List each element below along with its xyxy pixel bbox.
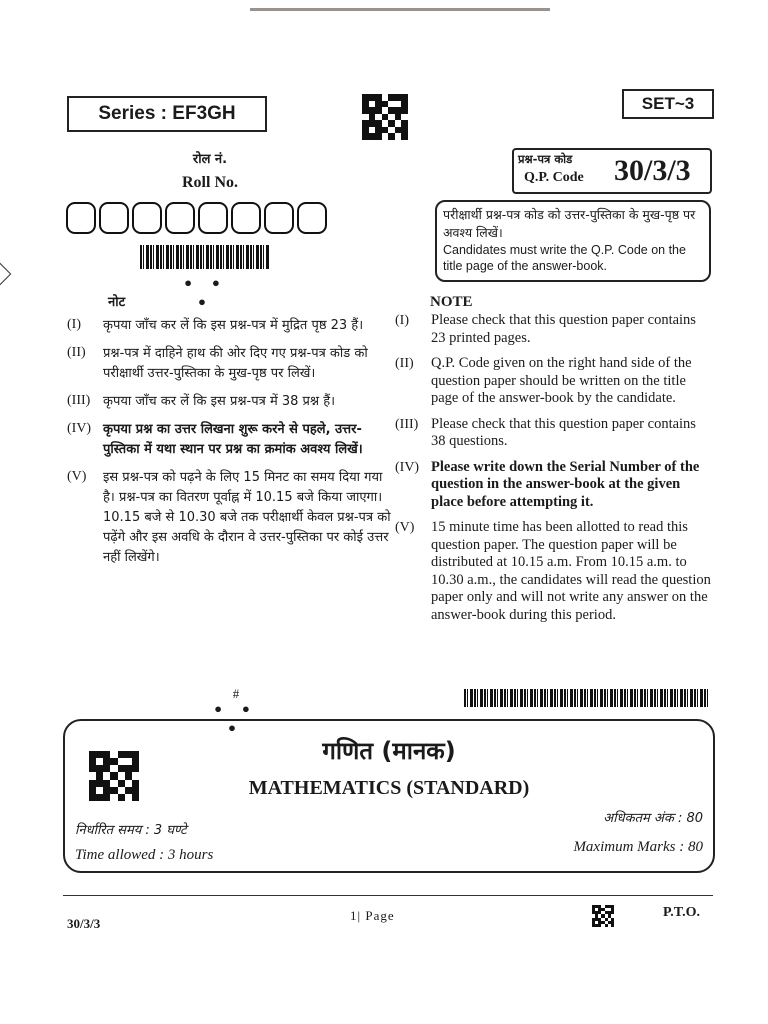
roll-number-box	[264, 202, 294, 234]
subject-title-en: MATHEMATICS (STANDARD)	[248, 777, 530, 799]
roll-label-hi: रोल नं.	[192, 152, 228, 167]
roll-number-boxes	[66, 202, 344, 238]
roll-number-box	[198, 202, 228, 234]
hindi-note-number: (IV)	[67, 421, 92, 436]
english-note-text: 15 minute time has been allotted to read this question paper. The question paper will be distributed at 10.15 a.m. From 10.15 a.m. to 10.30 a.m., the candidates will read the question paper only and will not write any answer on the answer-book during this period.	[431, 519, 711, 623]
qp-instruction-hi: परीक्षार्थी प्रश्न-पत्र कोड को उत्तर-पुस्तिका के मुख-पृष्ठ पर अवश्य लिखें।	[443, 207, 696, 240]
english-note-text: Please check that this question paper contains 38 questions.	[431, 415, 696, 449]
english-note-number: (I)	[395, 313, 409, 328]
roll-number-box	[231, 202, 261, 234]
roll-number-box	[99, 202, 129, 234]
english-note-number: (IV)	[395, 459, 420, 475]
english-note-item	[395, 519, 713, 624]
hindi-note-text: कृपया प्रश्न का उत्तर लिखना शुरू करने से पहले, उत्तर-पुस्तिका में यथा स्थान पर प्रश्न का क्रमांक अवश्य लिखें।	[103, 422, 363, 457]
english-note-number: (V)	[395, 520, 415, 535]
english-note-number: (III)	[395, 416, 419, 432]
roll-number-box	[132, 202, 162, 234]
english-note-text: Please write down the Serial Number of the question in the answer-book at the given place before attempting it.	[431, 458, 700, 510]
hindi-note-item	[67, 420, 392, 460]
left-edge-mark	[0, 263, 11, 286]
roll-number-box	[66, 202, 96, 234]
hindi-note-number: (V)	[67, 469, 87, 484]
roll-number-box	[297, 202, 327, 234]
english-note-text: Q.P. Code given on the right hand side of the question paper should be written on the title page of the answer-book by the candidate.	[431, 355, 692, 406]
time-allowed-en: Time allowed : 3 hours	[75, 847, 214, 863]
note-title-en: NOTE	[430, 294, 473, 310]
english-note-item	[395, 312, 713, 347]
hindi-note-number: (III)	[67, 393, 91, 408]
dots-middle: • • •	[212, 700, 258, 738]
notes-english-column	[395, 312, 713, 632]
qp-code-value: 30/3/3	[614, 154, 691, 187]
qp-instruction-box	[435, 200, 711, 282]
english-note-item	[395, 416, 713, 451]
hindi-note-text: कृपया जाँच कर लें कि इस प्रश्न-पत्र में मुद्रित पृष्ठ 23 हैं।	[103, 318, 364, 333]
english-note-text: Please check that this question paper contains 23 printed pages.	[431, 312, 696, 346]
qp-code-label-en: Q.P. Code	[524, 170, 584, 185]
set-box	[622, 89, 714, 119]
footer-rule	[63, 895, 713, 896]
time-allowed-hi: निर्धारित समय : 3 घण्टे	[75, 823, 187, 838]
hash-mark: #	[232, 686, 240, 701]
note-title-hi: नोट	[108, 295, 126, 310]
dots-top: • • •	[182, 274, 228, 312]
qp-code-label-hi: प्रश्न-पत्र कोड	[518, 152, 573, 166]
hindi-note-item	[67, 316, 392, 336]
footer-code: 30/3/3	[67, 916, 101, 931]
subject-box	[63, 719, 715, 873]
qp-instruction-en: Candidates must write the Q.P. Code on the title page of the answer-book.	[443, 243, 686, 273]
hindi-note-text: प्रश्न-पत्र में दाहिने हाथ की ओर दिए गए प्रश्न-पत्र कोड को परीक्षार्थी उत्तर-पुस्तिका के मुख-पृष्ठ पर लिखें।	[103, 346, 368, 381]
hindi-note-item	[67, 344, 392, 384]
barcode-middle	[464, 689, 710, 707]
footer-pto: P.T.O.	[663, 905, 700, 920]
hindi-note-text: इस प्रश्न-पत्र को पढ़ने के लिए 15 मिनट का समय दिया गया है। प्रश्न-पत्र का वितरण पूर्वाह्न में 10.15 बजे किया जाएगा। 10.15 बजे से 10.30 बजे तक परीक्षार्थी केवल प्रश्न-पत्र को पढ़ेंगे और इस अवधि के दौरान वे उत्तर-पुस्तिका पर कोई उत्तर नहीं लिखेंगे।	[103, 470, 391, 565]
english-note-item	[395, 355, 713, 408]
hindi-note-item	[67, 392, 392, 412]
max-marks-en: Maximum Marks : 80	[573, 839, 703, 855]
roll-label-en: Roll No.	[182, 174, 238, 191]
hindi-note-number: (I)	[67, 317, 81, 332]
footer-page: 1| Page	[350, 908, 395, 923]
english-note-number: (II)	[395, 356, 414, 371]
hindi-note-text: कृपया जाँच कर लें कि इस प्रश्न-पत्र में 38 प्रश्न हैं।	[103, 394, 336, 409]
qp-code-box	[512, 148, 712, 194]
english-note-item	[395, 459, 713, 512]
notes-hindi-column	[67, 316, 392, 576]
qr-code-top	[362, 94, 408, 140]
hindi-note-item	[67, 468, 392, 568]
series-box	[67, 96, 267, 132]
series-label: Series : EF3GH	[98, 103, 236, 124]
qr-code-footer	[592, 905, 614, 927]
subject-title-hi: गणित (मानक)	[322, 737, 456, 765]
barcode-roll	[140, 245, 270, 269]
max-marks-hi: अधिकतम अंक : 80	[603, 811, 703, 826]
set-label: SET~3	[641, 94, 695, 113]
top-edge	[250, 8, 550, 11]
roll-number-box	[165, 202, 195, 234]
hindi-note-number: (II)	[67, 345, 86, 360]
